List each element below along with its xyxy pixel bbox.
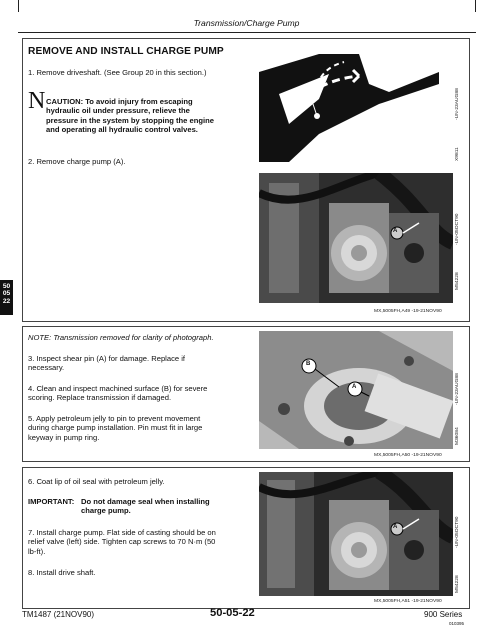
step-6: 6. Coat lip of oil seal with petroleum jelly.: [28, 477, 165, 486]
section3-caption: MX,5005FH,A51 -19-21NOV90: [374, 599, 442, 604]
section1-caption: MX,5005FH,A49 -19-21NOV90: [374, 309, 442, 314]
step-3-line: necessary.: [28, 363, 65, 373]
shear-pin-photo: [259, 331, 453, 449]
note: NOTE: Transmission removed for clarity of photograph.: [28, 333, 214, 342]
step-3: [28, 354, 185, 373]
label-a: A: [352, 384, 357, 390]
step-7-line: lb-ft).: [28, 546, 46, 556]
header-rule: [18, 32, 476, 33]
important-line: charge pump.: [81, 506, 131, 516]
tab-line: 22: [2, 297, 11, 305]
step-7-line: 7. Install charge pump. Flat side of casting should be on: [28, 528, 216, 537]
page-number: 50-05-22: [210, 607, 255, 619]
step-4: [28, 384, 207, 403]
important-line: Do not damage seal when installing: [81, 497, 210, 506]
step-5-line: keyway in pump ring.: [28, 432, 100, 442]
step-8: 8. Install drive shaft.: [28, 568, 96, 577]
step-4-line: 4. Clean and inspect machined surface (B) for severe: [28, 384, 208, 393]
caution-line: hydraulic oil under pressure, relieve the: [46, 106, 190, 116]
footer-small: 010395: [449, 621, 465, 626]
hose-drawing: [259, 54, 439, 162]
fig4-id: M54228: [455, 575, 460, 593]
step-5: [28, 414, 202, 442]
caution-line: CAUTION: To avoid injury from escaping: [46, 97, 193, 106]
caution-symbol: N: [28, 88, 46, 114]
caution-text: [46, 97, 256, 135]
section2-caption: MX,5005FH,A50 -19-21NOV90: [374, 453, 442, 458]
top-rule: [18, 0, 19, 12]
important-text: [81, 497, 210, 516]
step-7: [28, 528, 216, 556]
step-5-line: during charge pump installation. Pin must fit in large: [28, 423, 203, 433]
top-rule-right: [475, 0, 476, 12]
fig1-id: X9811: [455, 147, 460, 161]
install-photo-drawing: [259, 472, 453, 596]
step-5-line: 5. Apply petroleum jelly to pin to prevent movement: [28, 414, 201, 423]
photo-drawing: [259, 173, 453, 303]
footer-right: 900 Series: [424, 610, 463, 619]
fig2-code: -UN-05OCT90: [455, 213, 460, 245]
tab-line: 05: [2, 290, 11, 298]
fig4-code: -UN-05OCT90: [455, 516, 460, 548]
fig2-id: M54228: [455, 272, 460, 290]
label-b: B: [306, 361, 311, 367]
fig1-code: -UN-23AUG88: [455, 88, 460, 120]
install-pump-photo: [259, 472, 453, 596]
step-7-line: relief valve (left) side. Tighten cap screws to 70 N·m (50: [28, 537, 216, 547]
tab-line: 50: [2, 283, 11, 290]
fig3-code: -UN-23AUG88: [455, 373, 460, 405]
charge-pump-photo: [259, 173, 453, 303]
important-label: IMPORTANT:: [28, 497, 75, 506]
step-2: 2. Remove charge pump (A).: [28, 157, 126, 166]
page-tab: [0, 280, 13, 315]
caution-line: pressure in the system by stopping the engine: [46, 115, 214, 125]
label-a: A: [393, 228, 398, 234]
caution-line: and operating all hydraulic control valves.: [46, 125, 198, 135]
step-3-line: 3. Inspect shear pin (A) for damage. Replace if: [28, 354, 186, 363]
label-a: A: [393, 524, 398, 530]
step-1: 1. Remove driveshaft. (See Group 20 in this section.): [28, 68, 207, 77]
section-title: REMOVE AND INSTALL CHARGE PUMP: [28, 46, 224, 57]
step-4-line: scoring. Replace transmission if damaged.: [28, 393, 172, 403]
running-header: Transmission/Charge Pump: [193, 18, 300, 28]
fig3-id: M36084: [455, 427, 460, 445]
shear-pin-drawing: [259, 331, 453, 449]
hydraulic-hose-illustration: [259, 54, 439, 162]
footer-left: TM1487 (21NOV90): [22, 610, 95, 619]
